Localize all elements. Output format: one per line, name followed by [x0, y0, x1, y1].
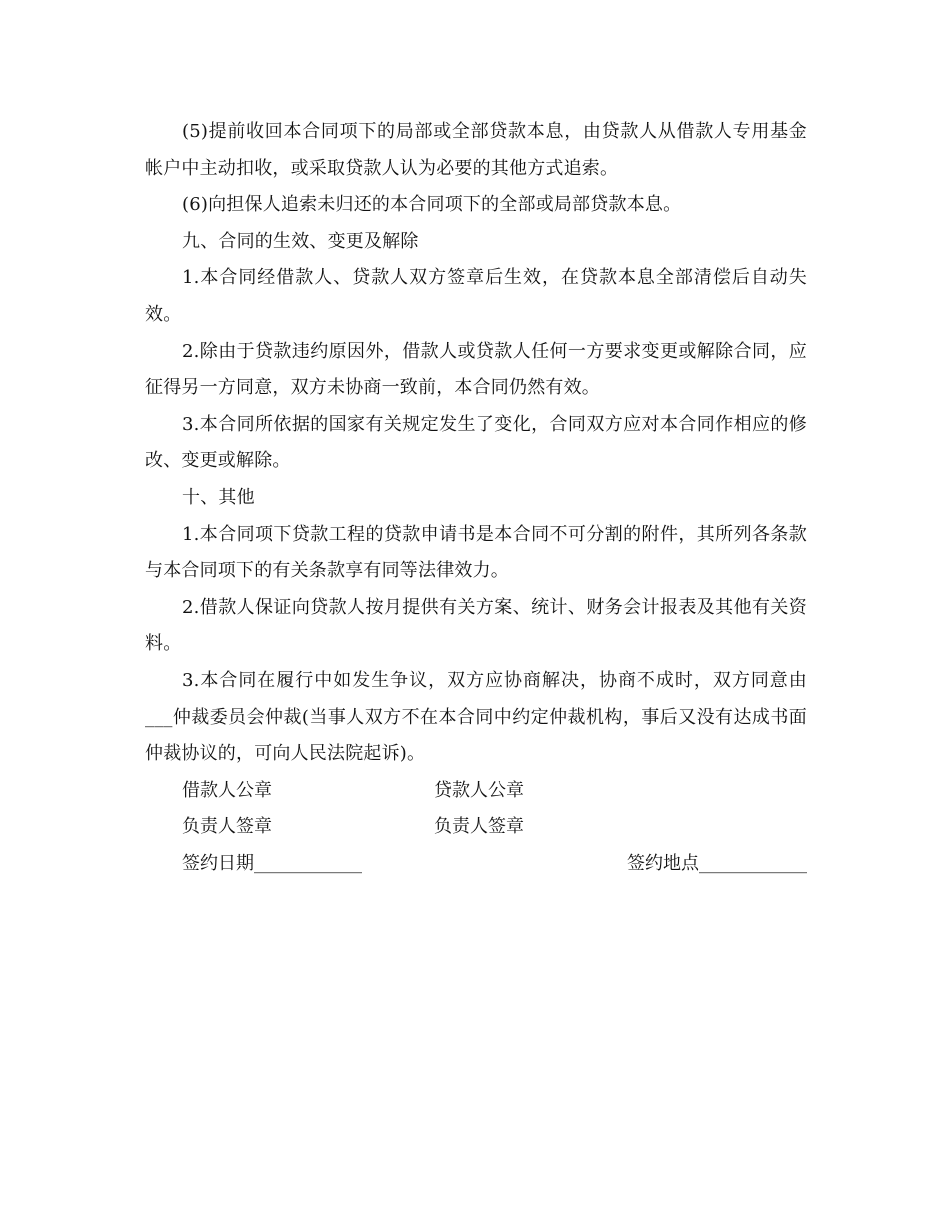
sign-date-field: 签约日期____________	[182, 852, 362, 874]
borrower-rep-label: 负责人签章	[182, 816, 272, 838]
seal-row	[145, 773, 807, 810]
section-10-item-3: 3.本合同在履行中如发生争议，双方应协商解决，协商不成时，双方同意由___仲裁委员会仲裁(当事人双方不在本合同中约定仲裁机构，事后又没有达成书面仲裁协议的，可向人民法院起诉)。	[145, 669, 807, 765]
clause-6-guarantor-recourse: (6)向担保人追索未归还的本合同项下的全部或局部贷款本息。	[182, 194, 682, 216]
section-9-heading: 九、合同的生效、变更及解除	[182, 230, 419, 252]
lender-seal-label: 贷款人公章	[434, 779, 524, 801]
sign-place-field: 签约地点____________	[627, 852, 807, 874]
clause-5-early-recovery: (5)提前收回本合同项下的局部或全部贷款本息，由贷款人从借款人专用基金帐户中主动扣收，或采取贷款人认为必要的其他方式追索。	[145, 121, 807, 179]
section-9-item-1: 1.本合同经借款人、贷款人双方签章后生效，在贷款本息全部清偿后自动失效。	[145, 267, 807, 325]
section-10-heading: 十、其他	[182, 486, 255, 508]
date-place-row	[145, 846, 807, 883]
representative-row	[145, 809, 807, 846]
section-9-item-2: 2.除由于贷款违约原因外，借款人或贷款人任何一方要求变更或解除合同，应征得另一方同意，双方未协商一致前，本合同仍然有效。	[145, 340, 807, 399]
section-10-item-2: 2.借款人保证向贷款人按月提供有关方案、统计、财务会计报表及其他有关资料。	[145, 596, 807, 655]
contract-body	[145, 114, 807, 882]
borrower-seal-label: 借款人公章	[182, 779, 272, 801]
lender-rep-label: 负责人签章	[434, 816, 524, 838]
section-10-item-1: 1.本合同项下贷款工程的贷款申请书是本合同不可分割的附件，其所列各条款与本合同项下的有关条款享有同等法律效力。	[145, 523, 807, 582]
section-9-item-3: 3.本合同所依据的国家有关规定发生了变化，合同双方应对本合同作相应的修改、变更或解除。	[145, 413, 807, 472]
